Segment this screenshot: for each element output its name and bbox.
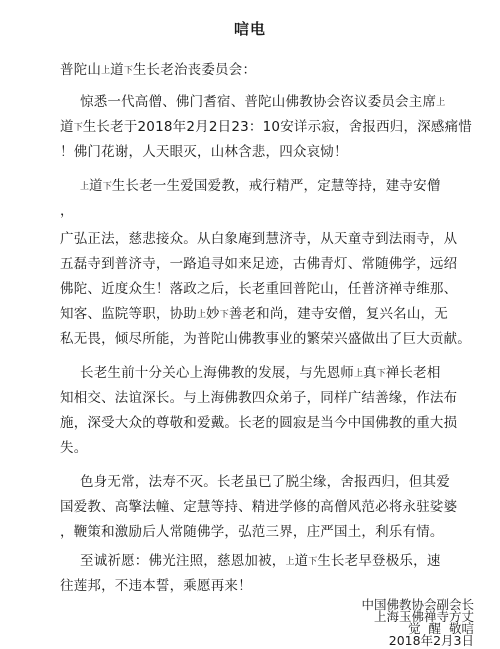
paragraph-2-line-1 [80, 178, 441, 195]
paragraph-4-line-2: 国爱教、高擎法幢、定慧等持、精进学修的高僧风范必将永驻娑婆 [60, 499, 458, 515]
text: 生长老早登极乐，速 [317, 553, 441, 569]
signature-org-1: 中国佛教协会副会长 [361, 597, 474, 612]
paragraph-1-line-2 [60, 119, 472, 136]
honorific-mark: 上 [101, 66, 111, 76]
text: 道 [294, 553, 309, 569]
text: 生长老一生爱国爱教，戒行精严，定慧等持，建寺安僧 [111, 178, 441, 194]
honorific-mark: 下 [376, 369, 386, 379]
document-title: 唁电 [233, 20, 266, 38]
paragraph-2-line-7: 私无畏，倾尽所能，为普陀山佛教事业的繁荣兴盛做出了巨大贡献。 [60, 331, 471, 347]
honorific-mark: 上 [354, 369, 364, 379]
paragraph-2-line-6 [60, 306, 448, 323]
paragraph-2-line-3: 广弘正法，慈悲接众。从白象庵到慧济寺，从天童寺到法雨寺，从 [60, 231, 458, 247]
honorific-mark: 上 [285, 557, 295, 567]
text: 妙 [206, 306, 220, 322]
salutation-text: 生长老治丧委员会： [132, 62, 257, 78]
honorific-mark: 上 [197, 310, 207, 320]
text: 善老和尚，建寺安僧，复兴名山，无 [228, 306, 448, 322]
text: 知客、监院等职，协助 [60, 306, 197, 322]
salutation [60, 62, 256, 79]
text: 禅长老相 [385, 365, 441, 381]
honorific-mark: 下 [102, 182, 112, 192]
text: 至诚祈愿：佛光注照，慈恩加被， [80, 553, 286, 569]
signature-name: 觉 醒 敬唁 [408, 621, 474, 636]
paragraph-2-line-2: ， [60, 203, 74, 219]
paragraph-3-line-3: 施，深受大众的尊敬和爱戴。长老的圆寂是当今中国佛教的重大损 [60, 415, 458, 431]
paragraph-4-line-3: ，鞭策和激励后人常随佛学，弘范三界，庄严国土，利乐有情。 [60, 524, 444, 540]
salutation-text: 道 [110, 62, 124, 78]
paragraph-2-line-5: 佛陀、近度众生！落政之后，长老重回普陀山，任普济禅寺维那、 [60, 281, 458, 297]
signature-date: 2018年2月3日 [388, 633, 474, 648]
paragraph-3-line-2: 知相交、法谊深长。与上海佛教四众弟子，同样广结善缘，作法布 [60, 390, 458, 406]
text: 生长老于2018年2月2日23：10安详示寂，舍报西归，深感痛惜 [82, 119, 473, 135]
paragraph-2-line-4: 五磊寺到普济寺，一路追寻如来足迹，古佛青灯、常随佛学，远绍 [60, 256, 458, 272]
honorific-mark: 上 [436, 98, 446, 108]
honorific-mark: 下 [219, 310, 229, 320]
honorific-mark: 上 [80, 182, 90, 192]
text: 惊悉一代高僧、佛门耆宿、普陀山佛教协会咨议委员会主席 [80, 94, 437, 110]
signature-org-2: 上海玉佛禅寺方丈 [373, 609, 474, 624]
paragraph-1-line-1 [80, 94, 445, 111]
honorific-mark: 下 [123, 66, 133, 76]
paragraph-5-line-2: 往莲邦，不违本誓，乘愿再来！ [60, 578, 252, 594]
paragraph-1-line-3: ！佛门花谢，人天眼灭，山林含悲，四众哀恸！ [60, 144, 348, 160]
honorific-mark: 下 [73, 123, 83, 133]
paragraph-5-line-1 [80, 553, 441, 570]
salutation-text: 普陀山 [60, 62, 102, 78]
text: 真 [363, 365, 377, 381]
text: 长老生前十分关心上海佛教的发展，与先恩师 [80, 365, 354, 381]
paragraph-3-line-1 [80, 365, 441, 382]
paragraph-3-line-4: 失。 [60, 440, 88, 456]
paragraph-4-line-1: 色身无常，法寿不灭。长老虽已了脱尘缘，舍报西归，但其爱 [80, 474, 450, 490]
text: 道 [89, 178, 103, 194]
text: 道 [60, 119, 74, 135]
honorific-mark: 下 [308, 557, 318, 567]
